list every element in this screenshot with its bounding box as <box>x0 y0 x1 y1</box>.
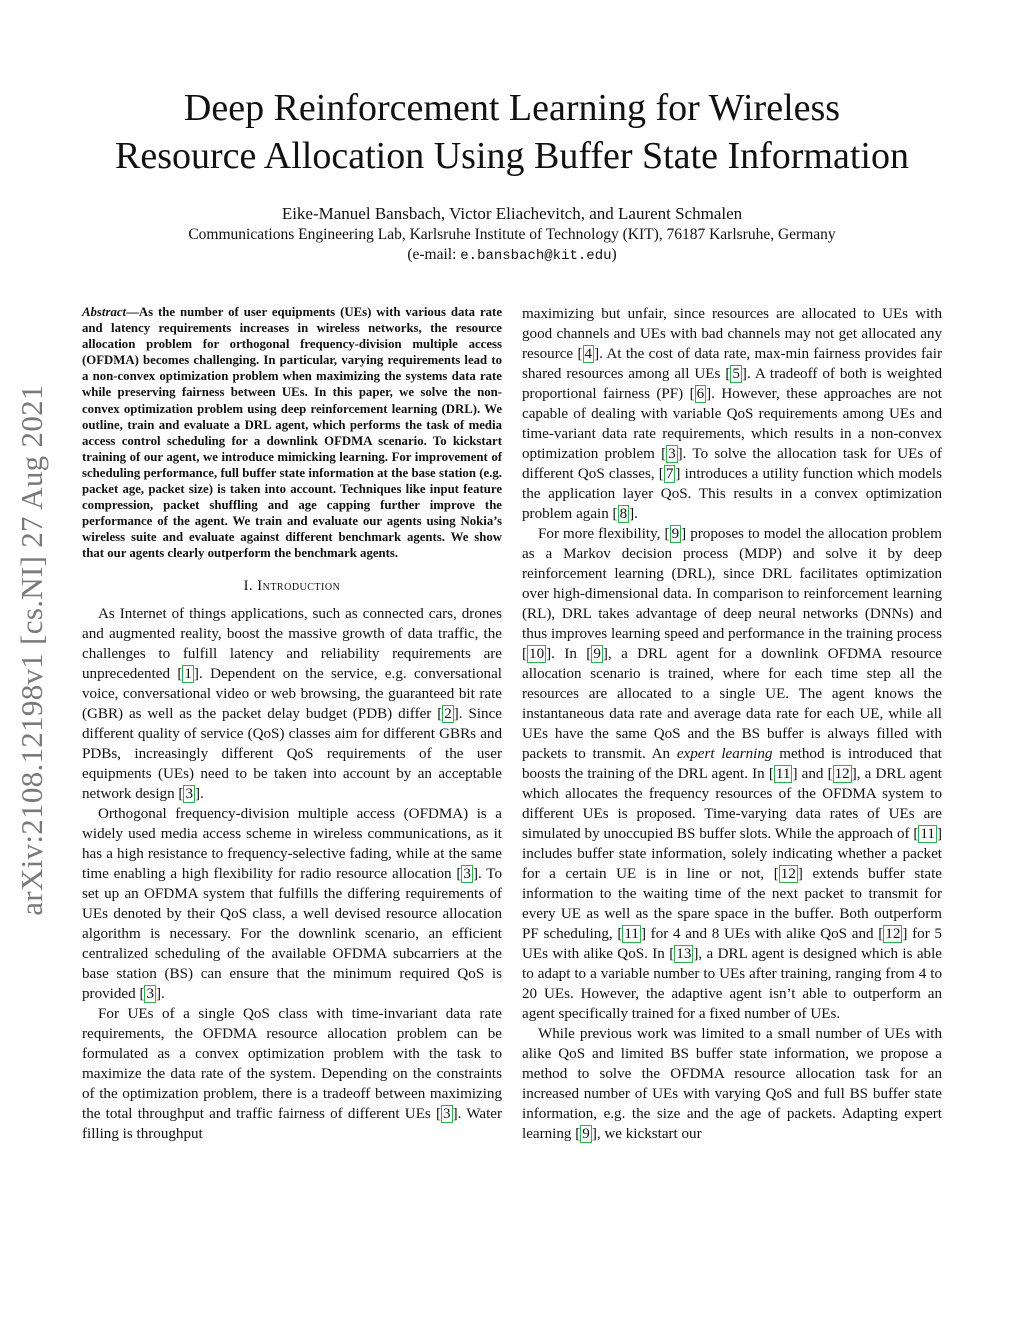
text-run: maximizing but unfair, since resources are allocated to UEs with good channels and UEs with bad channels may not get allocated any resource <box>522 306 942 362</box>
email-prefix: (e-mail: <box>407 246 461 263</box>
citation-link[interactable]: 9 <box>593 646 601 662</box>
text-run: . At the cost of data rate, max-min fairness provides fair shared resources among all UEs <box>522 346 942 382</box>
citation-link[interactable]: 9 <box>671 526 680 542</box>
intro-paragraph-2: Orthogonal frequency-division multiple access (OFDMA) is a widely used media access scheme in wireless communications, as it has a high resistance to frequency-selective fading, while at the same time enabling a high flexibility for radio resource allocation [ 3 ]. To set up an OFDMA system that fulfills the differing requirements of UEs denoted by their QoS class, a well devised resource allocation algorithm is necessary. For the downlink scenario, an efficient centralized scheduling of the available OFDMA subcarriers at the base station (BS) can ensure that the minimum required QoS is provided [ 3 ]. <box>82 805 502 1002</box>
abstract <box>82 304 502 562</box>
emphasis-expert-learning: expert learning <box>676 746 773 762</box>
citation-link[interactable]: 11 <box>920 826 935 842</box>
citation-link[interactable]: 3 <box>443 1105 451 1122</box>
text-run: . In <box>551 646 587 662</box>
text-run: . Dependent on the service, e.g. conversational voice, conversational video or web browsing, the guaranteed bit rate (GBR) as well as the packet delay budget (PDB) differ <box>82 665 502 722</box>
text-run: for 5 UEs with alike QoS. In <box>522 926 942 962</box>
right-column <box>522 304 942 1144</box>
citation-link[interactable]: 8 <box>619 506 628 522</box>
text-run: For more flexibility, <box>538 526 665 542</box>
citation-link[interactable]: 6 <box>696 386 705 402</box>
text-run: proposes to model the allocation problem as a Markov decision process (MDP) and solve it by deep reinforcement learning (DRL), since DRL facilitates optimization over high-dimensional data. In comparison to reinforcement learning (RL), DRL takes advantage of deep neural networks (DNNs) and thus improves learning speed and performance in the training process <box>522 526 943 642</box>
citation-link[interactable]: 11 <box>775 766 791 782</box>
citation-link[interactable]: 2 <box>444 705 452 722</box>
section-title: Introduction <box>257 577 341 594</box>
citation-link[interactable]: 3 <box>463 865 471 882</box>
intro-paragraph-3: For UEs of a single QoS class with time-invariant data rate requirements, the OFDMA resource allocation problem can be formulated as a convex optimization problem with the task to maximize the data rate of the system. Depending on the constraints of the optimization problem, there is a tradeoff between maximizing the total throughput and traffic fairness of different UEs [ 3 ]. Water filling is throughput <box>82 1005 502 1142</box>
text-run: . <box>161 985 165 1002</box>
affiliation: Communications Engineering Lab, Karlsruhe Institute of Technology (KIT), 76187 Karlsruhe, Germany <box>188 226 836 243</box>
citation-link[interactable]: 5 <box>732 366 740 382</box>
text-run: . Since different quality of service (QoS) classes aim for different GBRs and PDBs, increasingly different QoS requirements of the user equipments (UEs) need to be taken into account by an acceptable network design <box>82 705 502 802</box>
text-run: , a DRL agent which allocates the frequency resources of the OFDMA system to different UEs is proposed. Time-varying data rates of UEs are simulated by unoccupied BS buffer slots. While the approach of <box>522 766 942 842</box>
text-run: As Internet of things applications, such as connected cars, drones and augmented reality, boost the massive growth of data traffic, the challenges to fulfill latency and reliability requirements are unprecedented <box>82 605 502 682</box>
citation-link[interactable]: 9 <box>582 1126 590 1142</box>
email-address: e.bansbach@kit.edu <box>460 248 612 264</box>
text-run: and <box>797 766 828 782</box>
email-line <box>40 245 984 266</box>
abstract-text: —As the number of user equipments (UEs) with various data rate and latency requirements increases in wireless networks, the resource allocation problem for orthogonal frequency-division multiple access (OFDMA) becomes challenging. In particular, varying requirements lead to a non-convex optimization problem when maximizing the systems data rate while preserving fairness between UEs. In this paper, we solve the non-convex optimization problem using deep reinforcement learning (DRL). We outline, train and evaluate a DRL agent, which performs the task of media access control scheduling for a downlink OFDMA scenario. To kickstart training of our agent, we introduce mimicking learning. For improvement of scheduling performance, full buffer state information at the base station (e.g. packet age, packet size) is taken into account. Techniques like input feature compression, packet shuffling and age capping further improve the performance of the agent. We train and evaluate our agents using Nokia’s wireless suite and evaluate against different benchmark agents. We show that our agents clearly outperform the benchmark agents. <box>82 305 502 561</box>
citation-link[interactable]: 4 <box>584 346 593 362</box>
text-run: . To solve the allocation task for UEs of different QoS classes, <box>522 446 942 482</box>
text-run: . <box>634 506 638 522</box>
citation-link[interactable]: 13 <box>676 946 692 962</box>
text-run: introduces a utility function which models the application layer QoS. This results in a convex optimization problem again <box>522 466 942 522</box>
citation-link[interactable]: 10 <box>529 646 545 662</box>
text-run: . <box>200 785 204 802</box>
title-line-2: Resource Allocation Using Buffer State Information <box>115 135 909 177</box>
citation-link[interactable]: 3 <box>146 985 155 1002</box>
citation-link[interactable]: 1 <box>184 665 192 682</box>
paper-title <box>40 84 984 180</box>
intro-paragraph-1: As Internet of things applications, such as connected cars, drones and augmented reality, boost the massive growth of data traffic, the challenges to fulfill latency and reliability requirements are unprecedented [ 1 ]. Dependent on the service, e.g. conversational voice, conversational video or web browsing, the guaranteed bit rate (GBR) as well as the packet delay budget (PDB) differ [ 2 ]. Since different quality of service (QoS) classes aim for different GBRs and PDBs, increasingly different QoS requirements of the user equipments (UEs) need to be taken into account by an acceptable network design [ 3 ]. <box>82 605 502 802</box>
title-line-1: Deep Reinforcement Learning for Wireless <box>183 87 841 129</box>
text-run: method is introduced that boosts the training of the DRL agent. In <box>522 746 942 782</box>
citation-link[interactable]: 11 <box>624 926 639 942</box>
arxiv-stamp: arXiv:2108.12198v1 [cs.NI] 27 Aug 2021 <box>14 384 49 916</box>
text-run: While previous work was limited to a small number of UEs with alike QoS and limited BS buffer state information, we propose a method to solve the OFDMA resource allocation task for an increased number of UEs with varying QoS and full BS buffer state information, e.g. the size and the age of packets. Adapting expert learning <box>522 1026 942 1142</box>
email-suffix: ) <box>611 246 617 263</box>
citation-link[interactable]: 12 <box>780 866 796 882</box>
text-run: . However, these approaches are not capable of dealing with variable QoS requirements among UEs and time-variant data rate requirements, which results in a non-convex optimization problem <box>522 386 942 462</box>
text-run: extends buffer state information to the waiting time of the next packet to transmit for every UE as well as the spare space in the buffer. Both outperform PF scheduling, <box>522 866 943 942</box>
text-run: , a DRL agent is designed which is able to adapt to a variable number to UEs after training, ranging from 4 to 20 UEs. However, the adaptive agent isn’t able to outperform an agent specifically trained for a fixed number of UEs. <box>522 946 942 1022</box>
author-list: Eike-Manuel Bansbach, Victor Eliachevitch, and Laurent Schmalen <box>281 204 743 223</box>
text-run: , a DRL agent for a downlink OFDMA resource allocation scenario is trained, where for each time step all the resources are allocated to a single UE. The agent knows the instantaneous data rate and average data rate for each UE, while all UEs have the same QoS and the BS buffer is always filled with packets to transmit. An <box>522 646 942 762</box>
citation-link[interactable]: 12 <box>834 766 850 782</box>
text-run: Orthogonal frequency-division multiple access (OFDMA) is a widely used media access scheme in wireless communications, as it has a high resistance to frequency-selective fading, while at the same time enabling a high flexibility for radio resource allocation <box>82 805 502 882</box>
text-run: For UEs of a single QoS class with time-invariant data rate requirements, the OFDMA resource allocation problem can be formulated as a convex optimization problem with the task to maximize the data rate of the system. Depending on the constraints of the optimization problem, there is a tradeoff between maximizing the total throughput and traffic fairness of different UEs <box>82 1005 502 1122</box>
text-run: for 4 and 8 UEs with alike QoS and <box>645 926 879 942</box>
left-column <box>82 304 502 1144</box>
right-paragraph-3: While previous work was limited to a small number of UEs with alike QoS and limited BS buffer state information, we propose a method to solve the OFDMA resource allocation task for an increased number of UEs with varying QoS and full BS buffer state information, e.g. the size and the age of packets. Adapting expert learning [ 9 ], we kickstart our <box>522 1026 942 1142</box>
citation-link[interactable]: 3 <box>668 446 676 462</box>
right-paragraph-1: maximizing but unfair, since resources are allocated to UEs with good channels and UEs with bad channels may not get allocated any resource [ 4 ]. At the cost of data rate, max-min fairness provides fair shared resources among all UEs [ 5 ]. A tradeoff of both is weighted proportional fairness (PF) [ 6 ]. However, these approaches are not capable of dealing with variable QoS requirements among UEs and time-variant data rate requirements, which results in a non-convex optimization problem [ 3 ]. To solve the allocation task for UEs of different QoS classes, [ 7 ] introduces a utility function which models the application layer QoS. This results in a convex optimization problem again [ 8 ]. <box>522 306 942 522</box>
right-paragraph-2: For more flexibility, [ 9 ] proposes to model the allocation problem as a Markov decision process (MDP) and solve it by deep reinforcement learning (DRL), since DRL facilitates optimization over high-dimensional data. In comparison to reinforcement learning (RL), DRL takes advantage of deep neural networks (DNNs) and thus improves learning speed and performance in the training process [ 10 ]. In [ 9 ], a DRL agent for a downlink OFDMA resource allocation scenario is trained, where for each time step all the resources are allocated to a single UE. The agent knows the instantaneous data rate and average data rate for each UE, while all UEs have the same QoS and the BS buffer is always filled with packets to transmit. An expert learning method is introduced that boosts the training of the DRL agent. In [ 11 ] and [ 12 ], a DRL agent which allocates the frequency resources of the OFDMA system to different UEs is proposed. Time-varying data rates of UEs are simulated by unoccupied BS buffer slots. While the approach of [ 11 ] includes buffer state information, solely indicating whether a packet for a certain UE is in line or not, [ 12 ] extends buffer state information to the waiting time of the next packet to transmit for every UE as well as the spare space in the buffer. Both outperform PF scheduling, [ 11 ] for 4 and 8 UEs with alike QoS and [ 12 ] for 5 UEs with alike QoS. In [ 13 ], a DRL agent is designed which is able to adapt to a variable number to UEs after training, ranging from 4 to 20 UEs. However, the adaptive agent isn’t able to outperform an agent specifically trained for a fixed number of UEs. <box>522 526 943 1022</box>
text-run: , we kickstart our <box>596 1126 702 1142</box>
section-heading-introduction <box>82 576 502 596</box>
citation-link[interactable]: 3 <box>185 785 193 802</box>
citation-link[interactable]: 7 <box>665 466 674 482</box>
text-run: . A tradeoff of both is weighted proportional fairness (PF) <box>522 366 942 402</box>
text-run: includes buffer state information, solely indicating whether a packet for a certain UE is in line or not, <box>522 846 942 882</box>
section-number: I. <box>243 577 258 594</box>
abstract-label: Abstract <box>82 305 127 319</box>
text-run: . To set up an OFDMA system that fulfills the differing requirements of UEs denoted by their QoS class, a well devised resource allocation algorithm is necessary. For the downlink scenario, an efficient centralized scheduling of the available OFDMA subcarriers at the base station (BS) can ensure that the minimum required QoS is provided <box>82 865 502 1002</box>
citation-link[interactable]: 12 <box>885 926 901 942</box>
text-run: . Water filling is throughput <box>82 1105 502 1142</box>
